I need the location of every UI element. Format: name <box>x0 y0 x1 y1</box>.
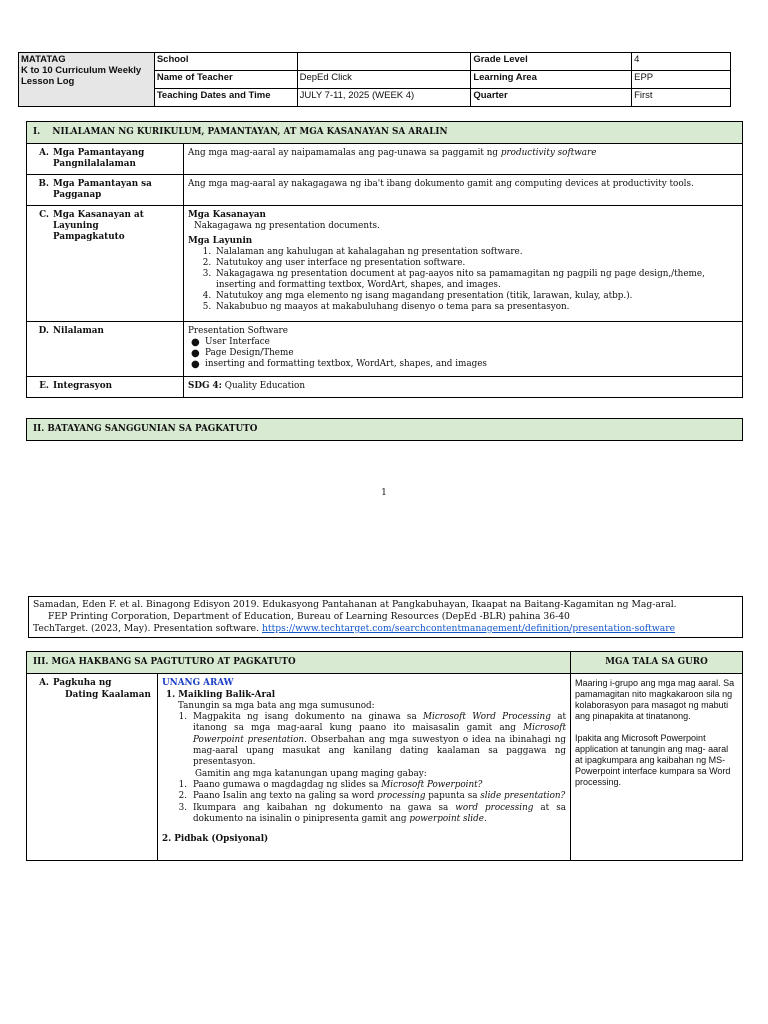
page-number: 1 <box>381 488 387 498</box>
row-c-label-line: Mga Kasanayan at <box>53 210 144 220</box>
teaching-dates-label: Teaching Dates and Time <box>154 89 297 107</box>
intro-text: Tanungin sa mga bata ang mga sumusunod: <box>178 700 375 711</box>
section-1-heading: I. NILALAMAN NG KURIKULUM, PAMANTAYAN, AT MGA KASANAYAN SA ARALIN <box>27 122 743 144</box>
sdg-text: Quality Education <box>221 381 305 391</box>
content-standard-italic: productivity software <box>500 148 597 158</box>
kasanayan-title: Mga Kasanayan <box>188 210 266 220</box>
sdg-label: SDG 4: <box>188 381 222 391</box>
list-item: 5. Nakabubuo ng maayos at makabuluhang disenyo o tema para sa presentasyon. <box>214 302 738 313</box>
list-item: ● inserting and formatting textbox, WordArt, shapes, and images <box>191 359 487 370</box>
row-e-label <box>27 377 184 398</box>
list-item: 1. Nalalaman ang kahulugan at kahalagahan ng presentation software. <box>214 247 738 258</box>
day-label: UNANG ARAW <box>162 678 234 689</box>
procedure-content <box>158 674 571 861</box>
list-item: 2. Paano Isalin ang texto na galing sa word processing papunta sa slide presentation? <box>178 791 566 802</box>
list-item: 3. Nakagagawa ng presentation document at pag-aayos nito sa pamamagitan ng pagpili ng page design,/theme, inserting and formatting textbox, WordArt, shapes, and images. <box>214 269 738 291</box>
row-c-label <box>27 206 184 322</box>
school-label: School <box>154 53 297 71</box>
list-item: 2. Natutukoy ang user interface ng presentation software. <box>214 258 738 269</box>
row-letter: A. <box>39 678 49 689</box>
pidbak-title: 2. Pidbak (Opsiyonal) <box>162 834 269 845</box>
row-b-label <box>27 175 184 206</box>
row-a-label-line: Mga Pamantayang <box>53 148 145 158</box>
learning-area-label: Learning Area <box>471 71 632 89</box>
bullet-icon: ● <box>191 359 200 370</box>
list-item: ● Page Design/Theme <box>191 348 294 359</box>
row-a-label <box>27 144 184 175</box>
learning-area-value: EPP <box>632 71 731 89</box>
row-letter: C. <box>39 210 49 220</box>
row-d-label-text: Nilalaman <box>53 326 104 336</box>
reference-line: FEP Printing Corporation, Department of Education, Bureau of Learning Resources (DepEd -BLR) pahina 36-40 <box>48 611 570 622</box>
header-title-line: K to 10 Curriculum Weekly <box>21 65 142 76</box>
section-2-heading: II. BATAYANG SANGGUNIAN SA PAGKATUTO <box>27 419 743 441</box>
school-value <box>297 53 471 71</box>
quarter-value: First <box>632 89 731 107</box>
row-e-content <box>184 377 743 398</box>
section-3-table <box>26 651 743 861</box>
teacher-value: DepEd Click <box>297 71 471 89</box>
section-1-table <box>26 121 743 398</box>
row-a3-label-line: Pagkuha ng <box>53 678 112 689</box>
layunin-list <box>214 247 738 313</box>
grade-level-label: Grade Level <box>471 53 632 71</box>
list-item: 1. Paano gumawa o magdagdag ng slides sa Microsoft Powerpoint? <box>178 779 483 790</box>
section-3-heading: III. MGA HAKBANG SA PAGTUTURO AT PAGKATUTO <box>27 652 571 674</box>
presentation-software-link[interactable]: https://www.techtarget.com/searchcontentmanagement/definition/presentation-software <box>261 623 676 634</box>
notes-paragraph: Ipakita ang Microsoft Powerpoint application at tanungin ang mag- aaral at ipagkumpara ang kaibahan ng MS- Powerpoint interface kumpara sa Word processing. <box>575 733 731 788</box>
row-b-content: Ang mga mag-aaral ay nakagagawa ng iba't ibang dokumento gamit ang computing devices at productivity tools. <box>184 175 743 206</box>
lesson-log-header-table <box>18 52 731 107</box>
row-a3-label-line: Dating Kaalaman <box>65 689 151 700</box>
row-b-label-line: Pagganap <box>53 190 102 200</box>
teacher-notes <box>571 674 743 861</box>
header-title-line: Lesson Log <box>21 76 75 87</box>
row-e-label-text: Integrasyon <box>53 381 112 391</box>
bullet-icon: ● <box>191 348 200 359</box>
guide-text: Gamitin ang mga katanungan upang maging gabay: <box>195 768 427 779</box>
list-item: ● User Interface <box>191 337 270 348</box>
row-letter: B. <box>38 179 49 189</box>
row-letter: A. <box>39 148 49 158</box>
list-item: 3. Ikumpara ang kaibahan ng dokumento na gawa sa word processing at sa dokumento na isinalin o pinipresenta gamit ang powerpoint slide. <box>178 802 566 824</box>
row-c-label-line: Pampagkatuto <box>53 232 125 242</box>
grade-level-value: 4 <box>632 53 731 71</box>
balik-aral-title: 1. Maikling Balik-Aral <box>166 689 276 700</box>
reference-line: Samadan, Eden F. et al. Binagong Edisyon 2019. Edukasyong Pantahanan at Pangkabuhayan, Ikaapat na Baitang-Kagamitan ng Mag-aral. <box>33 599 677 610</box>
reference-line: TechTarget. (2023, May). Presentation software. https://www.techtarget.com/searchcontentmanagement/definition/presentation-software <box>33 623 676 634</box>
row-a-label-line: Pangnilalalaman <box>53 159 136 169</box>
references-box <box>28 596 743 638</box>
teacher-label: Name of Teacher <box>154 71 297 89</box>
teaching-dates-value: JULY 7-11, 2025 (WEEK 4) <box>297 89 471 107</box>
row-c-label-line: Layuning <box>53 221 99 231</box>
row-a-content <box>184 144 743 175</box>
quarter-label: Quarter <box>471 89 632 107</box>
row-b-label-line: Mga Pamantayan sa <box>53 179 152 189</box>
kasanayan-text: Nakagagawa ng presentation documents. <box>194 221 380 231</box>
layunin-title: Mga Layunin <box>188 236 253 246</box>
header-title-line: MATATAG <box>21 54 66 65</box>
content-standard-text: Ang mga mag-aaral ay naipamamalas ang pag-unawa sa paggamit ng <box>188 148 501 158</box>
list-item: 1. Magpakita ng isang dokumento na ginawa sa Microsoft Word Processing at itanong sa mga mag-aaral kung paano ito maisasalin gamit ang Microsoft Powerpoint presentation. Obserbahan ang mga suwestyon o idea na ibinahagi ng mag-aaral upang masukat ang kanilang dating kaalaman sa paggawa ng presentasyon. <box>178 712 566 768</box>
row-d-label <box>27 322 184 377</box>
section-2-table <box>26 418 743 441</box>
row-d-content <box>184 322 743 377</box>
list-item: 4. Natutukoy ang mga elemento ng isang magandang presentation (titik, larawan, kulay, atbp.). <box>214 291 738 302</box>
header-title <box>19 53 155 107</box>
row-letter: D. <box>38 326 49 336</box>
notes-paragraph: Maaring i-grupo ang mga mag aaral. Sa pamamagitan nito magkakaroon sila ng kolaborasyon para masagot ng mabuti ang pinapakita at tinatanong. <box>575 678 735 722</box>
bullet-icon: ● <box>191 337 200 348</box>
row-letter: E. <box>39 381 49 391</box>
row-c-content <box>184 206 743 322</box>
row-a3-label <box>27 674 158 861</box>
notes-heading: MGA TALA SA GURO <box>571 652 743 674</box>
nilalaman-title: Presentation Software <box>188 326 288 336</box>
